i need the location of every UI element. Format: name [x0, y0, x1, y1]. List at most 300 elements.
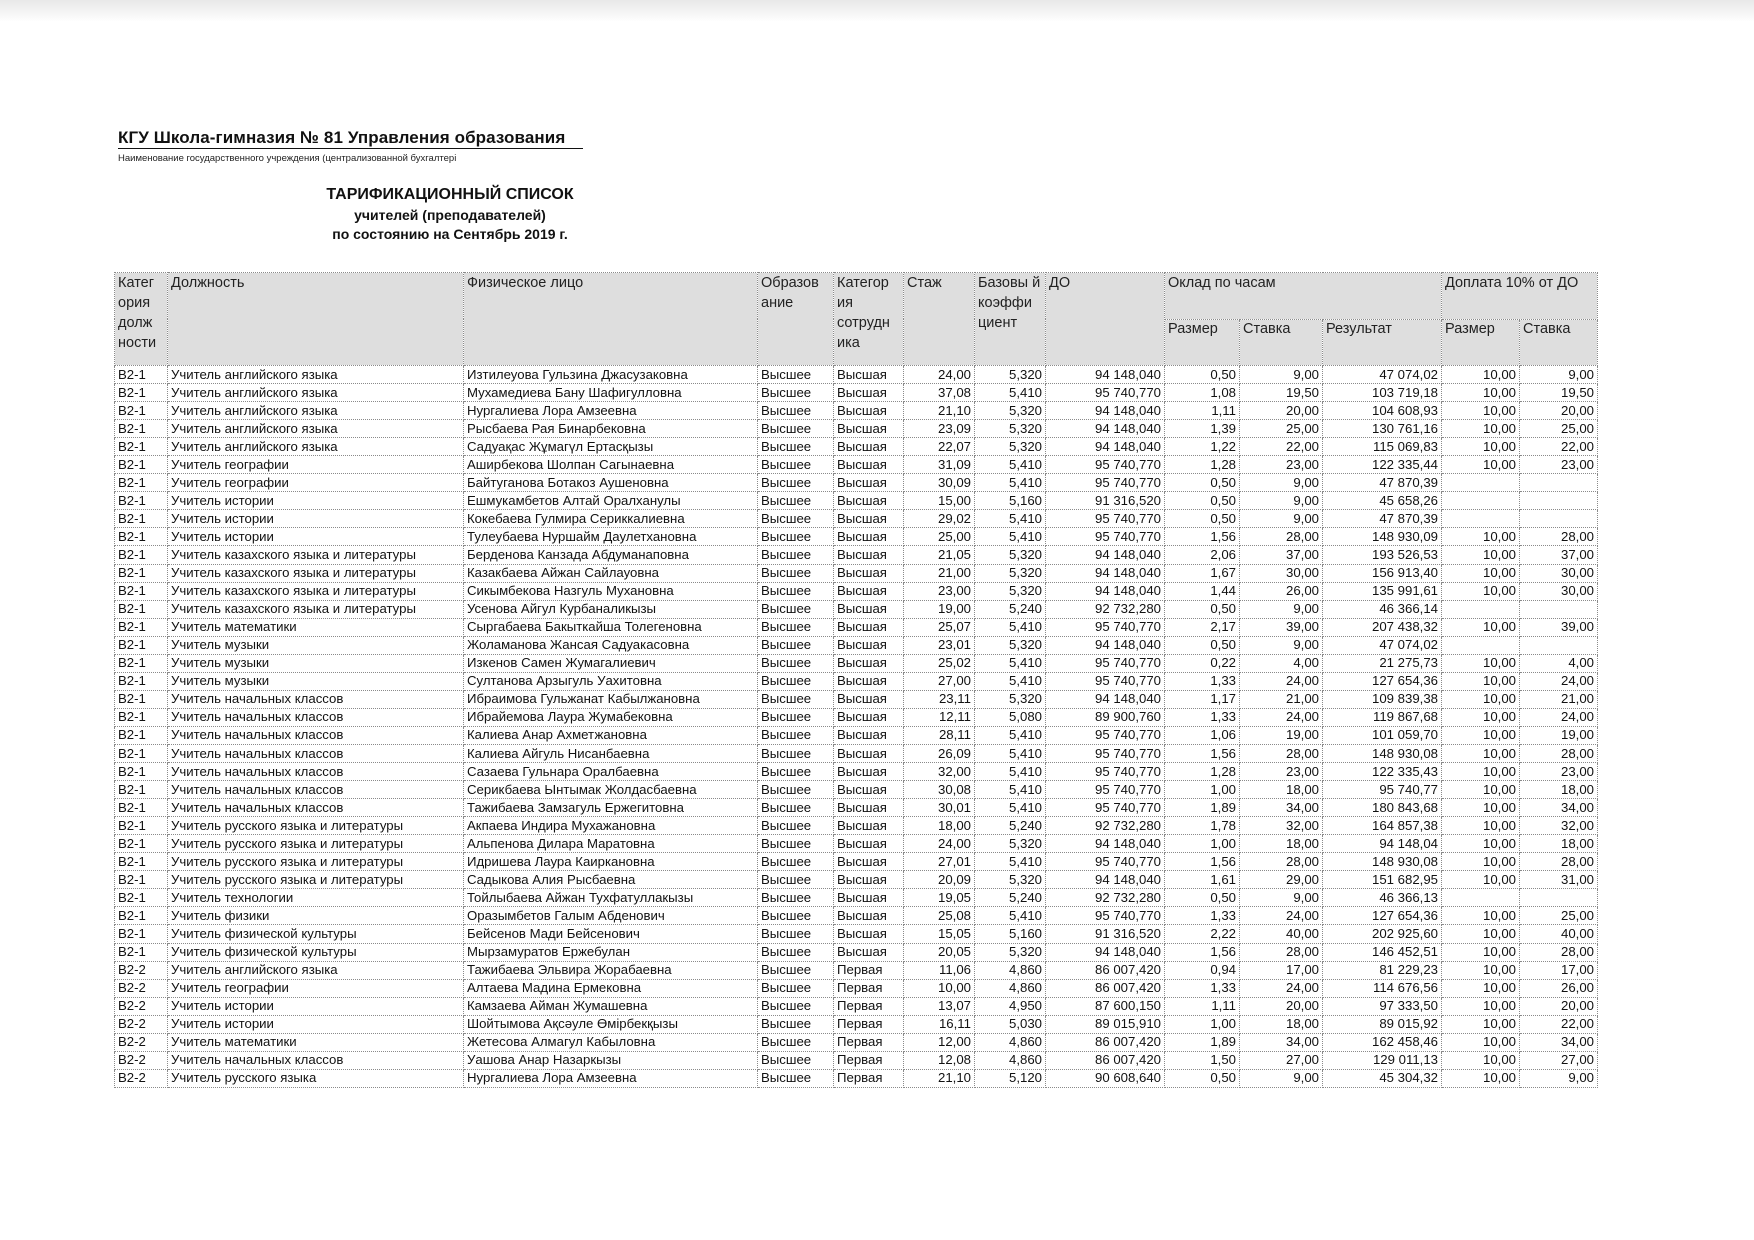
cell-bonus-size: 10,00	[1442, 853, 1520, 871]
cell-size: 0,50	[1165, 1069, 1240, 1087]
cell-base-coefficient: 4,950	[975, 997, 1046, 1015]
cell-category: В2-1	[115, 384, 168, 402]
cell-result: 180 843,68	[1323, 799, 1442, 817]
cell-bonus-rate: 30,00	[1520, 582, 1598, 600]
cell-do: 95 740,770	[1046, 763, 1165, 781]
cell-category: В2-1	[115, 528, 168, 546]
cell-base-coefficient: 5,320	[975, 366, 1046, 384]
table-row	[115, 961, 1598, 979]
cell-result: 114 676,56	[1323, 979, 1442, 997]
table-row	[115, 636, 1598, 654]
cell-rate: 9,00	[1240, 474, 1323, 492]
cell-bonus-rate: 22,00	[1520, 438, 1598, 456]
cell-position: Учитель английского языка	[168, 961, 464, 979]
cell-bonus-size: 10,00	[1442, 708, 1520, 726]
cell-size: 0,50	[1165, 474, 1240, 492]
cell-category: В2-1	[115, 474, 168, 492]
cell-staff-category: Высшая	[834, 492, 904, 510]
table-row	[115, 763, 1598, 781]
table-body	[115, 366, 1598, 1088]
cell-result: 164 857,38	[1323, 817, 1442, 835]
cell-do: 86 007,420	[1046, 1051, 1165, 1069]
cell-education: Высшее	[758, 799, 834, 817]
cell-base-coefficient: 5,410	[975, 528, 1046, 546]
cell-person: Мухамедиева Бану Шафигулловна	[464, 384, 758, 402]
cell-position: Учитель математики	[168, 1033, 464, 1051]
cell-rate: 9,00	[1240, 510, 1323, 528]
table-row	[115, 456, 1598, 474]
cell-experience: 31,09	[904, 456, 975, 474]
cell-education: Высшее	[758, 781, 834, 799]
cell-education: Высшее	[758, 420, 834, 438]
cell-result: 202 925,60	[1323, 925, 1442, 943]
cell-bonus-size: 10,00	[1442, 943, 1520, 961]
cell-rate: 32,00	[1240, 817, 1323, 835]
cell-category: В2-1	[115, 925, 168, 943]
cell-bonus-size: 10,00	[1442, 672, 1520, 690]
table-row	[115, 420, 1598, 438]
cell-bonus-rate: 28,00	[1520, 853, 1598, 871]
cell-staff-category: Первая	[834, 961, 904, 979]
cell-result: 45 658,26	[1323, 492, 1442, 510]
cell-size: 1,08	[1165, 384, 1240, 402]
cell-person: Усенова Айгул Курбаналикызы	[464, 600, 758, 618]
cell-rate: 30,00	[1240, 564, 1323, 582]
cell-staff-category: Высшая	[834, 835, 904, 853]
cell-staff-category: Высшая	[834, 546, 904, 564]
cell-base-coefficient: 5,410	[975, 763, 1046, 781]
cell-result: 104 608,93	[1323, 402, 1442, 420]
cell-person: Алтаева Мадина Ермековна	[464, 979, 758, 997]
col-header-experience: Стаж	[904, 273, 975, 366]
cell-position: Учитель английского языка	[168, 438, 464, 456]
cell-position: Учитель физической культуры	[168, 943, 464, 961]
cell-bonus-size	[1442, 636, 1520, 654]
table-row	[115, 438, 1598, 456]
cell-result: 97 333,50	[1323, 997, 1442, 1015]
table-row	[115, 835, 1598, 853]
cell-rate: 24,00	[1240, 708, 1323, 726]
cell-result: 122 335,43	[1323, 763, 1442, 781]
cell-rate: 28,00	[1240, 943, 1323, 961]
cell-position: Учитель русского языка и литературы	[168, 871, 464, 889]
cell-education: Высшее	[758, 600, 834, 618]
cell-position: Учитель географии	[168, 979, 464, 997]
cell-bonus-rate: 20,00	[1520, 402, 1598, 420]
cell-base-coefficient: 5,410	[975, 744, 1046, 762]
cell-position: Учитель истории	[168, 1015, 464, 1033]
cell-staff-category: Высшая	[834, 654, 904, 672]
cell-result: 129 011,13	[1323, 1051, 1442, 1069]
cell-size: 1,78	[1165, 817, 1240, 835]
cell-category: В2-1	[115, 708, 168, 726]
cell-education: Высшее	[758, 366, 834, 384]
table-row	[115, 907, 1598, 925]
cell-category: В2-1	[115, 510, 168, 528]
cell-category: В2-2	[115, 1069, 168, 1087]
cell-bonus-size: 10,00	[1442, 564, 1520, 582]
cell-bonus-size: 10,00	[1442, 546, 1520, 564]
document-title: ТАРИФИКАЦИОННЫЙ СПИСОК	[326, 186, 574, 203]
cell-staff-category: Высшая	[834, 744, 904, 762]
table-row	[115, 925, 1598, 943]
cell-person: Жетесова Алмагул Кабыловна	[464, 1033, 758, 1051]
cell-size: 1,89	[1165, 799, 1240, 817]
cell-bonus-rate: 4,00	[1520, 654, 1598, 672]
cell-staff-category: Высшая	[834, 618, 904, 636]
cell-person: Ибрайемова Лаура Жумабековна	[464, 708, 758, 726]
cell-base-coefficient: 5,320	[975, 564, 1046, 582]
cell-base-coefficient: 5,030	[975, 1015, 1046, 1033]
cell-education: Высшее	[758, 474, 834, 492]
cell-bonus-size: 10,00	[1442, 1015, 1520, 1033]
organization-name: КГУ Школа-гимназия № 81 Управления образования	[118, 128, 583, 149]
cell-bonus-rate: 28,00	[1520, 744, 1598, 762]
cell-bonus-size: 10,00	[1442, 744, 1520, 762]
cell-base-coefficient: 5,320	[975, 420, 1046, 438]
cell-staff-category: Первая	[834, 1069, 904, 1087]
cell-person: Жоламанова Жансая Садуакасовна	[464, 636, 758, 654]
cell-experience: 21,00	[904, 564, 975, 582]
cell-position: Учитель начальных классов	[168, 726, 464, 744]
cell-education: Высшее	[758, 871, 834, 889]
cell-person: Тажибаева Эльвира Жорабаевна	[464, 961, 758, 979]
cell-category: В2-1	[115, 564, 168, 582]
cell-base-coefficient: 5,160	[975, 925, 1046, 943]
cell-category: В2-1	[115, 456, 168, 474]
cell-bonus-rate: 34,00	[1520, 799, 1598, 817]
table-row	[115, 1051, 1598, 1069]
table-row	[115, 654, 1598, 672]
table-row	[115, 997, 1598, 1015]
cell-experience: 27,01	[904, 853, 975, 871]
cell-staff-category: Высшая	[834, 943, 904, 961]
cell-experience: 32,00	[904, 763, 975, 781]
scan-edge-shade	[0, 0, 1754, 22]
cell-education: Высшее	[758, 997, 834, 1015]
cell-category: В2-2	[115, 961, 168, 979]
table-row	[115, 1033, 1598, 1051]
cell-education: Высшее	[758, 438, 834, 456]
cell-bonus-size: 10,00	[1442, 726, 1520, 744]
table-row	[115, 979, 1598, 997]
cell-do: 86 007,420	[1046, 961, 1165, 979]
cell-staff-category: Высшая	[834, 456, 904, 474]
cell-result: 21 275,73	[1323, 654, 1442, 672]
cell-base-coefficient: 5,320	[975, 636, 1046, 654]
cell-bonus-rate: 26,00	[1520, 979, 1598, 997]
cell-do: 95 740,770	[1046, 744, 1165, 762]
cell-experience: 28,11	[904, 726, 975, 744]
cell-staff-category: Высшая	[834, 726, 904, 744]
cell-education: Высшее	[758, 456, 834, 474]
cell-size: 1,67	[1165, 564, 1240, 582]
cell-result: 47 074,02	[1323, 366, 1442, 384]
cell-size: 0,22	[1165, 654, 1240, 672]
cell-bonus-size: 10,00	[1442, 654, 1520, 672]
cell-rate: 27,00	[1240, 1051, 1323, 1069]
cell-rate: 24,00	[1240, 907, 1323, 925]
cell-bonus-size	[1442, 600, 1520, 618]
cell-education: Высшее	[758, 654, 834, 672]
cell-staff-category: Высшая	[834, 817, 904, 835]
cell-rate: 39,00	[1240, 618, 1323, 636]
cell-bonus-rate: 9,00	[1520, 1069, 1598, 1087]
cell-result: 156 913,40	[1323, 564, 1442, 582]
cell-result: 46 366,14	[1323, 600, 1442, 618]
table-row	[115, 366, 1598, 384]
cell-position: Учитель казахского языка и литературы	[168, 564, 464, 582]
cell-person: Берденова Канзада Абдуманаповна	[464, 546, 758, 564]
cell-result: 81 229,23	[1323, 961, 1442, 979]
table-row	[115, 600, 1598, 618]
cell-base-coefficient: 5,410	[975, 618, 1046, 636]
table-row	[115, 402, 1598, 420]
cell-do: 95 740,770	[1046, 510, 1165, 528]
cell-position: Учитель русского языка и литературы	[168, 817, 464, 835]
cell-staff-category: Высшая	[834, 438, 904, 456]
cell-do: 86 007,420	[1046, 979, 1165, 997]
cell-size: 1,33	[1165, 979, 1240, 997]
cell-bonus-rate: 18,00	[1520, 835, 1598, 853]
cell-bonus-size: 10,00	[1442, 582, 1520, 600]
cell-bonus-size: 10,00	[1442, 1051, 1520, 1069]
cell-experience: 25,07	[904, 618, 975, 636]
cell-position: Учитель английского языка	[168, 384, 464, 402]
cell-position: Учитель английского языка	[168, 402, 464, 420]
cell-base-coefficient: 5,240	[975, 889, 1046, 907]
cell-result: 101 059,70	[1323, 726, 1442, 744]
cell-result: 47 074,02	[1323, 636, 1442, 654]
cell-result: 95 740,77	[1323, 781, 1442, 799]
cell-position: Учитель начальных классов	[168, 744, 464, 762]
cell-experience: 11,06	[904, 961, 975, 979]
cell-bonus-rate: 28,00	[1520, 528, 1598, 546]
cell-rate: 24,00	[1240, 979, 1323, 997]
cell-staff-category: Высшая	[834, 925, 904, 943]
cell-do: 95 740,770	[1046, 654, 1165, 672]
cell-size: 1,56	[1165, 744, 1240, 762]
cell-do: 94 148,040	[1046, 636, 1165, 654]
cell-do: 94 148,040	[1046, 402, 1165, 420]
cell-size: 2,22	[1165, 925, 1240, 943]
cell-experience: 24,00	[904, 835, 975, 853]
cell-category: В2-2	[115, 1015, 168, 1033]
cell-experience: 20,09	[904, 871, 975, 889]
cell-bonus-size: 10,00	[1442, 1069, 1520, 1087]
cell-do: 95 740,770	[1046, 726, 1165, 744]
cell-education: Высшее	[758, 564, 834, 582]
cell-bonus-size	[1442, 492, 1520, 510]
cell-result: 151 682,95	[1323, 871, 1442, 889]
cell-bonus-rate: 37,00	[1520, 546, 1598, 564]
table-row	[115, 853, 1598, 871]
table-row	[115, 744, 1598, 762]
cell-rate: 20,00	[1240, 402, 1323, 420]
cell-staff-category: Высшая	[834, 708, 904, 726]
cell-education: Высшее	[758, 979, 834, 997]
cell-result: 89 015,92	[1323, 1015, 1442, 1033]
cell-bonus-size: 10,00	[1442, 763, 1520, 781]
cell-experience: 15,00	[904, 492, 975, 510]
cell-base-coefficient: 5,120	[975, 1069, 1046, 1087]
cell-size: 1,28	[1165, 456, 1240, 474]
table-row	[115, 781, 1598, 799]
cell-size: 0,50	[1165, 889, 1240, 907]
cell-do: 91 316,520	[1046, 925, 1165, 943]
cell-do: 94 148,040	[1046, 690, 1165, 708]
cell-experience: 13,07	[904, 997, 975, 1015]
cell-do: 94 148,040	[1046, 871, 1165, 889]
cell-experience: 37,08	[904, 384, 975, 402]
cell-size: 1,00	[1165, 1015, 1240, 1033]
cell-rate: 9,00	[1240, 492, 1323, 510]
cell-staff-category: Высшая	[834, 528, 904, 546]
cell-staff-category: Высшая	[834, 799, 904, 817]
cell-category: В2-1	[115, 799, 168, 817]
cell-rate: 9,00	[1240, 636, 1323, 654]
cell-bonus-rate: 24,00	[1520, 672, 1598, 690]
cell-person: Рысбаева Рая Бинарбековна	[464, 420, 758, 438]
cell-person: Оразымбетов Галым Абденович	[464, 907, 758, 925]
cell-category: В2-1	[115, 438, 168, 456]
cell-rate: 9,00	[1240, 1069, 1323, 1087]
cell-experience: 12,08	[904, 1051, 975, 1069]
cell-bonus-rate: 21,00	[1520, 690, 1598, 708]
cell-base-coefficient: 5,410	[975, 907, 1046, 925]
cell-position: Учитель истории	[168, 492, 464, 510]
col-header-rate: Ставка	[1240, 319, 1323, 366]
cell-experience: 21,10	[904, 402, 975, 420]
cell-position: Учитель начальных классов	[168, 690, 464, 708]
cell-person: Кокебаева Гулмира Сериккалиевна	[464, 510, 758, 528]
cell-education: Высшее	[758, 925, 834, 943]
cell-position: Учитель русского языка	[168, 1069, 464, 1087]
cell-bonus-size	[1442, 474, 1520, 492]
cell-staff-category: Высшая	[834, 582, 904, 600]
cell-size: 2,06	[1165, 546, 1240, 564]
cell-base-coefficient: 5,410	[975, 799, 1046, 817]
cell-base-coefficient: 5,320	[975, 835, 1046, 853]
cell-bonus-rate: 34,00	[1520, 1033, 1598, 1051]
cell-bonus-size: 10,00	[1442, 925, 1520, 943]
cell-education: Высшее	[758, 546, 834, 564]
cell-bonus-size: 10,00	[1442, 528, 1520, 546]
cell-staff-category: Высшая	[834, 636, 904, 654]
cell-person: Серикбаева Ынтымак Жолдасбаевна	[464, 781, 758, 799]
cell-education: Высшее	[758, 492, 834, 510]
cell-size: 0,50	[1165, 366, 1240, 384]
cell-position: Учитель музыки	[168, 636, 464, 654]
cell-person: Изтилеуова Гульзина Джасузаковна	[464, 366, 758, 384]
cell-person: Садыкова Алия Рысбаевна	[464, 871, 758, 889]
cell-person: Садуақас Жұмагүл Ертасқызы	[464, 438, 758, 456]
cell-do: 89 900,760	[1046, 708, 1165, 726]
cell-rate: 19,50	[1240, 384, 1323, 402]
cell-do: 92 732,280	[1046, 889, 1165, 907]
cell-experience: 29,02	[904, 510, 975, 528]
cell-bonus-rate: 18,00	[1520, 781, 1598, 799]
cell-do: 94 148,040	[1046, 835, 1165, 853]
cell-base-coefficient: 4,860	[975, 961, 1046, 979]
cell-bonus-size	[1442, 889, 1520, 907]
cell-experience: 25,00	[904, 528, 975, 546]
cell-person: Альпенова Дилара Маратовна	[464, 835, 758, 853]
col-header-base-coefficient: Базовы й коэффи циент	[975, 273, 1046, 366]
cell-rate: 37,00	[1240, 546, 1323, 564]
cell-staff-category: Первая	[834, 1051, 904, 1069]
cell-size: 0,50	[1165, 600, 1240, 618]
cell-do: 95 740,770	[1046, 456, 1165, 474]
cell-position: Учитель английского языка	[168, 420, 464, 438]
cell-base-coefficient: 5,320	[975, 943, 1046, 961]
cell-experience: 25,08	[904, 907, 975, 925]
cell-result: 162 458,46	[1323, 1033, 1442, 1051]
cell-rate: 17,00	[1240, 961, 1323, 979]
cell-education: Высшее	[758, 672, 834, 690]
cell-category: В2-2	[115, 1051, 168, 1069]
cell-category: В2-1	[115, 618, 168, 636]
cell-size: 1,56	[1165, 943, 1240, 961]
cell-position: Учитель истории	[168, 510, 464, 528]
table-row	[115, 708, 1598, 726]
cell-education: Высшее	[758, 708, 834, 726]
cell-person: Нургалиева Лора Амзеевна	[464, 402, 758, 420]
cell-category: В2-2	[115, 997, 168, 1015]
cell-size: 1,33	[1165, 907, 1240, 925]
cell-rate: 34,00	[1240, 1033, 1323, 1051]
cell-education: Высшее	[758, 817, 834, 835]
cell-bonus-rate: 19,50	[1520, 384, 1598, 402]
cell-person: Байтуганова Ботакоз Аушеновна	[464, 474, 758, 492]
cell-education: Высшее	[758, 889, 834, 907]
cell-rate: 34,00	[1240, 799, 1323, 817]
table-row	[115, 510, 1598, 528]
cell-staff-category: Высшая	[834, 781, 904, 799]
cell-education: Высшее	[758, 1069, 834, 1087]
cell-base-coefficient: 5,410	[975, 781, 1046, 799]
cell-position: Учитель географии	[168, 474, 464, 492]
cell-category: В2-1	[115, 402, 168, 420]
cell-rate: 28,00	[1240, 744, 1323, 762]
cell-do: 95 740,770	[1046, 672, 1165, 690]
cell-size: 0,94	[1165, 961, 1240, 979]
cell-size: 1,44	[1165, 582, 1240, 600]
cell-result: 193 526,53	[1323, 546, 1442, 564]
table-row	[115, 817, 1598, 835]
cell-rate: 9,00	[1240, 889, 1323, 907]
cell-size: 0,50	[1165, 492, 1240, 510]
cell-base-coefficient: 5,320	[975, 546, 1046, 564]
cell-experience: 23,09	[904, 420, 975, 438]
cell-bonus-size: 10,00	[1442, 835, 1520, 853]
cell-experience: 16,11	[904, 1015, 975, 1033]
cell-size: 1,17	[1165, 690, 1240, 708]
table-row	[115, 528, 1598, 546]
table-row	[115, 889, 1598, 907]
cell-experience: 30,01	[904, 799, 975, 817]
cell-position: Учитель технологии	[168, 889, 464, 907]
cell-result: 46 366,13	[1323, 889, 1442, 907]
cell-rate: 28,00	[1240, 853, 1323, 871]
table-row	[115, 726, 1598, 744]
cell-position: Учитель физической культуры	[168, 925, 464, 943]
cell-education: Высшее	[758, 961, 834, 979]
cell-experience: 21,10	[904, 1069, 975, 1087]
cell-position: Учитель начальных классов	[168, 708, 464, 726]
cell-bonus-rate: 17,00	[1520, 961, 1598, 979]
cell-experience: 23,00	[904, 582, 975, 600]
